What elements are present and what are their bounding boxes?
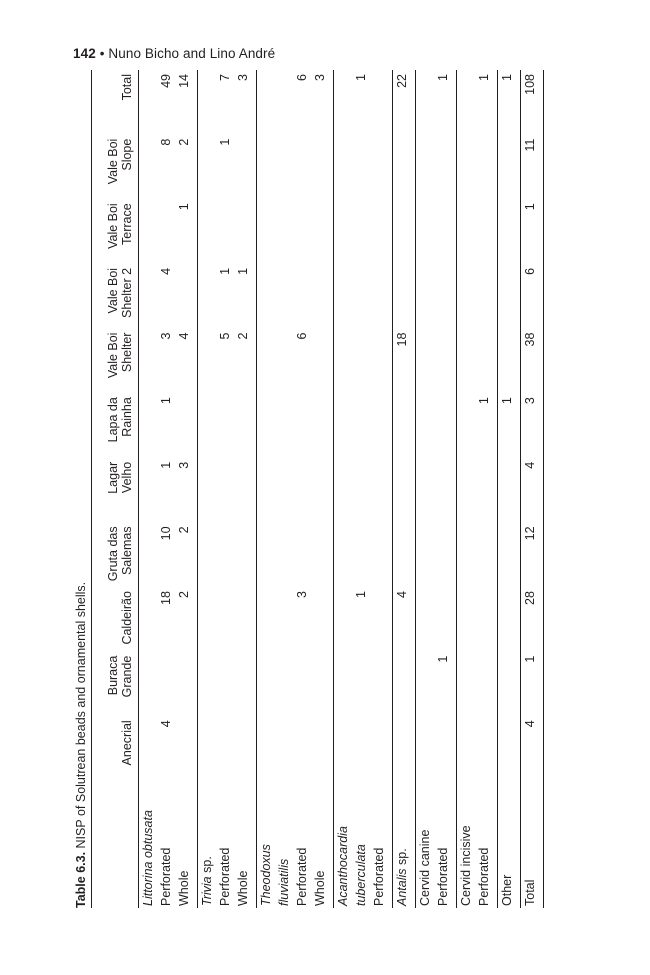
table-cell [175, 716, 198, 781]
table-cell: 1 [236, 267, 250, 275]
table-cell: 1 [177, 203, 191, 211]
table-cell: 11 [521, 135, 544, 200]
table-cell [416, 652, 435, 717]
table-cell [334, 199, 353, 264]
table-cell [198, 716, 217, 781]
row-label-suffix: sp. [395, 848, 409, 869]
table-cell [457, 199, 476, 264]
table-cell [139, 522, 158, 587]
table-cell [311, 522, 334, 587]
table-cell [257, 522, 276, 587]
row-label: Perforated [436, 847, 450, 906]
table-cell [257, 135, 276, 200]
table-cell [198, 199, 217, 264]
table-cell: 1 [436, 74, 450, 81]
table-cell: 1 [477, 397, 491, 405]
table-cell [416, 329, 435, 394]
table-cell [416, 587, 435, 652]
table-cell [498, 652, 521, 717]
table-cell [311, 393, 334, 458]
row-label: Total [521, 781, 544, 908]
table-cell: 6 [295, 332, 309, 340]
table-row [393, 70, 416, 908]
table-cell [157, 652, 175, 717]
column-header: Gruta das Salemas [92, 522, 139, 587]
table-cell [393, 199, 416, 264]
table-cell [139, 329, 158, 394]
row-label: Perforated [372, 847, 386, 906]
table-row [498, 70, 521, 908]
table-cell [457, 652, 476, 717]
table-cell [498, 522, 521, 587]
table-cell [370, 199, 393, 264]
table-cell [257, 716, 276, 781]
table-cell [275, 70, 293, 135]
table-cell [498, 135, 521, 200]
table-cell [257, 652, 276, 717]
table-cell [293, 393, 311, 458]
row-label [198, 781, 217, 908]
table-cell [293, 458, 311, 523]
table-cell [498, 716, 521, 781]
table-cell [334, 135, 353, 200]
table-cell [457, 264, 476, 329]
column-header: Vale Boi Shelter [92, 329, 139, 394]
table-cell [352, 199, 370, 264]
table-cell [234, 652, 257, 717]
table-cell: 1 [498, 70, 521, 135]
table-cell [198, 587, 217, 652]
table-cell: 4 [521, 716, 544, 781]
table-cell [198, 264, 217, 329]
header-bullet: • [99, 46, 105, 61]
table-cell [498, 329, 521, 394]
row-label: fluviatilis [277, 858, 291, 906]
table-cell [257, 329, 276, 394]
table-cell: 8 [159, 138, 173, 146]
table-cell [475, 652, 498, 717]
table-caption-label: Table 6.3. [74, 851, 88, 908]
table-cell [457, 393, 476, 458]
table-row [311, 70, 334, 908]
column-header: Lapa da Rainha [92, 393, 139, 458]
column-header: Vale Boi Slope [92, 135, 139, 200]
table-cell [139, 264, 158, 329]
running-header [73, 46, 275, 61]
table-cell [416, 393, 435, 458]
table-cell [311, 199, 334, 264]
row-label: Acanthocardia [334, 781, 353, 908]
table-cell [234, 587, 257, 652]
table-cell: 1 [477, 74, 491, 81]
table-cell: 1 [521, 199, 544, 264]
column-header: Vale Boi Terrace [92, 199, 139, 264]
table-cell [139, 652, 158, 717]
table-cell [393, 393, 416, 458]
table-cell [457, 329, 476, 394]
table-cell [352, 458, 370, 523]
table-cell [275, 264, 293, 329]
table-cell [293, 135, 311, 200]
table-row [175, 70, 198, 908]
row-label-taxon: Antalis [395, 868, 409, 906]
table-row [216, 70, 234, 908]
table-cell: 1 [354, 74, 368, 81]
table-cell [416, 70, 435, 135]
table-cell: 3 [177, 461, 191, 469]
table-cell [370, 393, 393, 458]
table-cell: 4 [159, 720, 173, 728]
row-label: Cervid canine [416, 781, 435, 908]
table-cell: 12 [521, 522, 544, 587]
table-cell [334, 393, 353, 458]
table-cell: 2 [236, 332, 250, 340]
table-cell [198, 522, 217, 587]
table-row [434, 70, 457, 908]
table-cell [275, 393, 293, 458]
table-cell: 3 [313, 74, 327, 81]
row-label: Other [498, 781, 521, 908]
table-cell [216, 522, 234, 587]
column-header: Lagar Velho [92, 458, 139, 523]
table-cell: 1 [159, 461, 173, 469]
table-cell: 3 [236, 74, 250, 81]
table-cell [257, 587, 276, 652]
table-cell [416, 135, 435, 200]
table-cell [275, 329, 293, 394]
row-label: Cervid incisive [457, 781, 476, 908]
table-row [475, 70, 498, 908]
table-cell [434, 264, 457, 329]
column-header: Vale Boi Shelter 2 [92, 264, 139, 329]
table-cell [234, 393, 257, 458]
table-cell [198, 458, 217, 523]
table-cell [352, 522, 370, 587]
table-cell [475, 458, 498, 523]
table-cell [334, 329, 353, 394]
table-cell [416, 264, 435, 329]
table-cell [257, 70, 276, 135]
page-number: 142 [73, 46, 96, 61]
table-cell: 1 [218, 138, 232, 146]
table-cell [352, 264, 370, 329]
table-cell [434, 522, 457, 587]
table-cell [370, 70, 393, 135]
table-cell [416, 716, 435, 781]
table-cell [434, 199, 457, 264]
table-caption [71, 582, 91, 908]
table-cell [334, 522, 353, 587]
table-cell [334, 458, 353, 523]
table-row [416, 70, 435, 908]
table-cell [434, 587, 457, 652]
table-cell [457, 522, 476, 587]
table-cell: 18 [393, 329, 416, 394]
table-cell [139, 458, 158, 523]
table-cell: 5 [218, 332, 232, 340]
table-cell: 1 [498, 393, 521, 458]
table-cell [216, 199, 234, 264]
table-cell: 3 [159, 332, 173, 340]
table-cell [257, 264, 276, 329]
table-cell [216, 393, 234, 458]
table-cell [334, 587, 353, 652]
table-row [352, 70, 370, 908]
table-cell [175, 652, 198, 717]
table-cell [475, 587, 498, 652]
table-cell [498, 264, 521, 329]
row-label: Whole [177, 870, 191, 906]
table-cell [216, 458, 234, 523]
row-label: Perforated [159, 847, 173, 906]
table-cell [370, 329, 393, 394]
table-cell [498, 458, 521, 523]
column-header: Caldeirão [92, 587, 139, 652]
table-cell: 4 [521, 458, 544, 523]
table-body [139, 70, 544, 908]
table-cell: 2 [177, 526, 191, 534]
table-cell [293, 264, 311, 329]
table-cell [370, 716, 393, 781]
table-cell [457, 458, 476, 523]
table-cell [370, 135, 393, 200]
table-cell [370, 264, 393, 329]
table-cell [311, 458, 334, 523]
row-label [393, 781, 416, 908]
table-cell [434, 458, 457, 523]
table-cell [352, 716, 370, 781]
table-cell [293, 522, 311, 587]
nisp-table [91, 70, 544, 908]
table-cell [234, 135, 257, 200]
table-cell: 4 [159, 267, 173, 275]
table-cell [216, 716, 234, 781]
table-cell: 2 [177, 591, 191, 598]
table-cell: 2 [177, 138, 191, 146]
table-cell: 18 [159, 591, 173, 605]
table-cell [475, 716, 498, 781]
column-header: Buraca Grande [92, 652, 139, 717]
table-row [521, 70, 544, 908]
table-cell: 1 [218, 267, 232, 275]
table-cell [198, 652, 217, 717]
table-cell [139, 393, 158, 458]
table-caption-text: NISP of Solutrean beads and ornamental shells. [74, 581, 88, 849]
table-cell [475, 522, 498, 587]
table-cell [457, 135, 476, 200]
table-cell [498, 199, 521, 264]
table-cell [457, 716, 476, 781]
table-cell [275, 135, 293, 200]
table-cell [370, 522, 393, 587]
table-cell [352, 135, 370, 200]
table-cell [370, 458, 393, 523]
row-label: Whole [236, 870, 250, 906]
table-cell [434, 135, 457, 200]
table-cell [457, 587, 476, 652]
table-cell [393, 458, 416, 523]
table-cell [216, 652, 234, 717]
table-cell [393, 716, 416, 781]
table-cell [139, 135, 158, 200]
table-cell [275, 458, 293, 523]
table-cell: 1 [159, 397, 173, 405]
table-row [457, 70, 476, 908]
table-cell [275, 199, 293, 264]
table-cell [370, 587, 393, 652]
table-cell [139, 199, 158, 264]
table-cell [234, 716, 257, 781]
table-row [275, 70, 293, 908]
table-cell [198, 329, 217, 394]
table-cell [416, 458, 435, 523]
table-cell [498, 587, 521, 652]
table-cell [334, 652, 353, 717]
table-cell [157, 199, 175, 264]
table-cell [275, 587, 293, 652]
table-row [334, 70, 353, 908]
table-cell: 4 [177, 332, 191, 340]
table-cell [175, 393, 198, 458]
table-cell [275, 716, 293, 781]
row-label: Perforated [477, 847, 491, 906]
table-cell: 1 [436, 655, 450, 663]
column-header: Anecrial [92, 716, 139, 781]
table-cell: 14 [177, 74, 191, 88]
table-cell [293, 199, 311, 264]
row-label-suffix: sp. [200, 856, 214, 877]
table-cell: 3 [295, 591, 309, 598]
table-cell [139, 70, 158, 135]
table-row [139, 70, 158, 908]
table-cell [198, 393, 217, 458]
table-row [257, 70, 276, 908]
table-cell [434, 716, 457, 781]
table-cell [311, 329, 334, 394]
table-cell [139, 587, 158, 652]
table-cell: 28 [521, 587, 544, 652]
table-cell [334, 70, 353, 135]
table-cell: 10 [159, 526, 173, 541]
table-cell [293, 652, 311, 717]
table-cell [475, 329, 498, 394]
table-cell: 1 [354, 591, 368, 598]
table-cell [311, 716, 334, 781]
table-row [198, 70, 217, 908]
table-cell [198, 70, 217, 135]
header-authors: Nuno Bicho and Lino André [108, 46, 276, 61]
table-cell [293, 716, 311, 781]
table-cell [352, 652, 370, 717]
table-cell [393, 135, 416, 200]
table-cell [352, 393, 370, 458]
row-label: Theodoxus [257, 781, 276, 908]
table-cell [352, 329, 370, 394]
table-cell [234, 199, 257, 264]
table-row [370, 70, 393, 908]
column-header [92, 781, 139, 908]
table-cell [275, 652, 293, 717]
table-cell [475, 135, 498, 200]
table-cell [457, 70, 476, 135]
table-cell [434, 329, 457, 394]
table-cell: 22 [393, 70, 416, 135]
table-cell: 4 [393, 587, 416, 652]
rotated-table-block [71, 70, 541, 908]
table-cell [311, 264, 334, 329]
table-row [293, 70, 311, 908]
table-cell: 3 [521, 393, 544, 458]
table-cell [139, 716, 158, 781]
table-cell [311, 587, 334, 652]
table-cell: 108 [521, 70, 544, 135]
table-cell [175, 264, 198, 329]
row-label: Littorina obtusata [141, 810, 155, 906]
row-label-taxon: Trivia [200, 876, 214, 906]
table-cell [334, 716, 353, 781]
table-cell [198, 135, 217, 200]
table-cell [416, 522, 435, 587]
table-cell [234, 458, 257, 523]
table-cell [475, 199, 498, 264]
table-cell [334, 264, 353, 329]
table-cell [434, 393, 457, 458]
table-cell [475, 264, 498, 329]
table-header-row [92, 70, 139, 908]
table-cell [275, 522, 293, 587]
table-cell [393, 652, 416, 717]
table-cell [257, 393, 276, 458]
row-label: Perforated [295, 847, 309, 906]
table-cell [257, 199, 276, 264]
table-cell [216, 587, 234, 652]
table-cell: 6 [295, 74, 309, 81]
table-cell [393, 264, 416, 329]
table-cell: 7 [218, 74, 232, 81]
table-cell: 38 [521, 329, 544, 394]
table-cell: 49 [159, 74, 173, 88]
table-cell [311, 652, 334, 717]
table-cell [370, 652, 393, 717]
table-cell [257, 458, 276, 523]
table-cell: 1 [521, 652, 544, 717]
row-label: Whole [313, 870, 327, 906]
table-cell [311, 135, 334, 200]
row-label: tuberculata [354, 844, 368, 906]
table-row [157, 70, 175, 908]
table-cell [416, 199, 435, 264]
table-cell [393, 522, 416, 587]
table-cell [234, 522, 257, 587]
row-label: Perforated [218, 847, 232, 906]
table-row [234, 70, 257, 908]
table-cell: 6 [521, 264, 544, 329]
column-header: Total [92, 70, 139, 135]
